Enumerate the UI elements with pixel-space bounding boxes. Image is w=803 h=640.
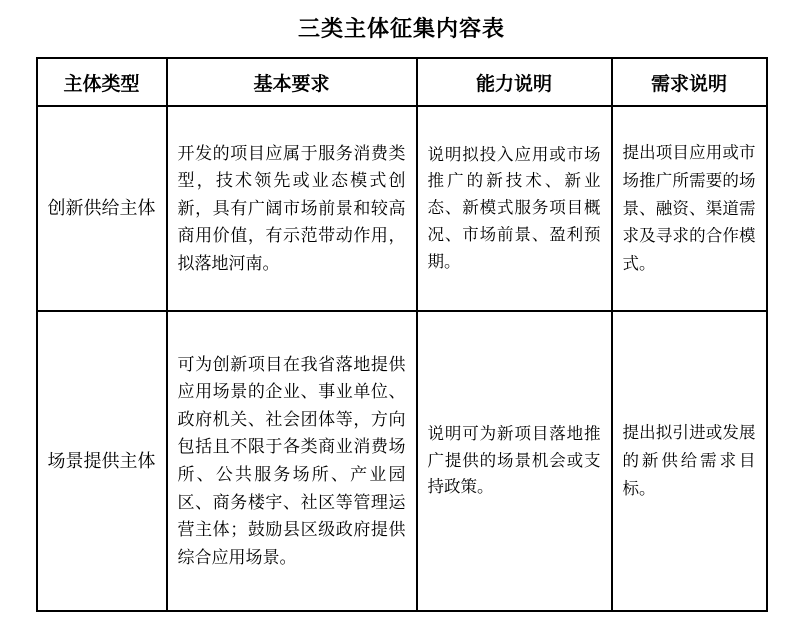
table-header-row <box>37 58 767 106</box>
cell-basic-scenario-provider: 可为创新项目在我省落地提供应用场景的企业、事业单位、政府机关、社会团体等，方向包括且不限于各类商业消费场所、公共服务场所、产业园区、商务楼宇、社区等管理运营主体；鼓励县区级政府提供综合应用场景。 <box>167 311 417 611</box>
cell-ability-innovation-supplier: 说明拟投入应用或市场推广的新技术、新业态、新模式服务项目概况、市场前景、盈利预期。 <box>417 106 612 311</box>
cell-ability-scenario-provider: 说明可为新项目落地推广提供的场景机会或支持政策。 <box>417 311 612 611</box>
table-row <box>37 106 767 311</box>
cell-type-innovation-supplier: 创新供给主体 <box>37 106 167 311</box>
column-header-ability: 能力说明 <box>417 58 612 106</box>
column-header-basic-requirement: 基本要求 <box>167 58 417 106</box>
cell-need-innovation-supplier: 提出项目应用或市场推广所需要的场景、融资、渠道需求及寻求的合作模式。 <box>612 106 767 311</box>
column-header-need: 需求说明 <box>612 58 767 106</box>
page-title: 三类主体征集内容表 <box>297 16 505 41</box>
cell-type-scenario-provider: 场景提供主体 <box>37 311 167 611</box>
column-header-type: 主体类型 <box>37 58 167 106</box>
cell-basic-innovation-supplier: 开发的项目应属于服务消费类型，技术领先或业态模式创新，具有广阔市场前景和较高商用价值，有示范带动作用，拟落地河南。 <box>167 106 417 311</box>
cell-need-scenario-provider: 提出拟引进或发展的新供给需求目标。 <box>612 311 767 611</box>
table-row <box>37 311 767 611</box>
collection-content-table <box>36 57 768 612</box>
